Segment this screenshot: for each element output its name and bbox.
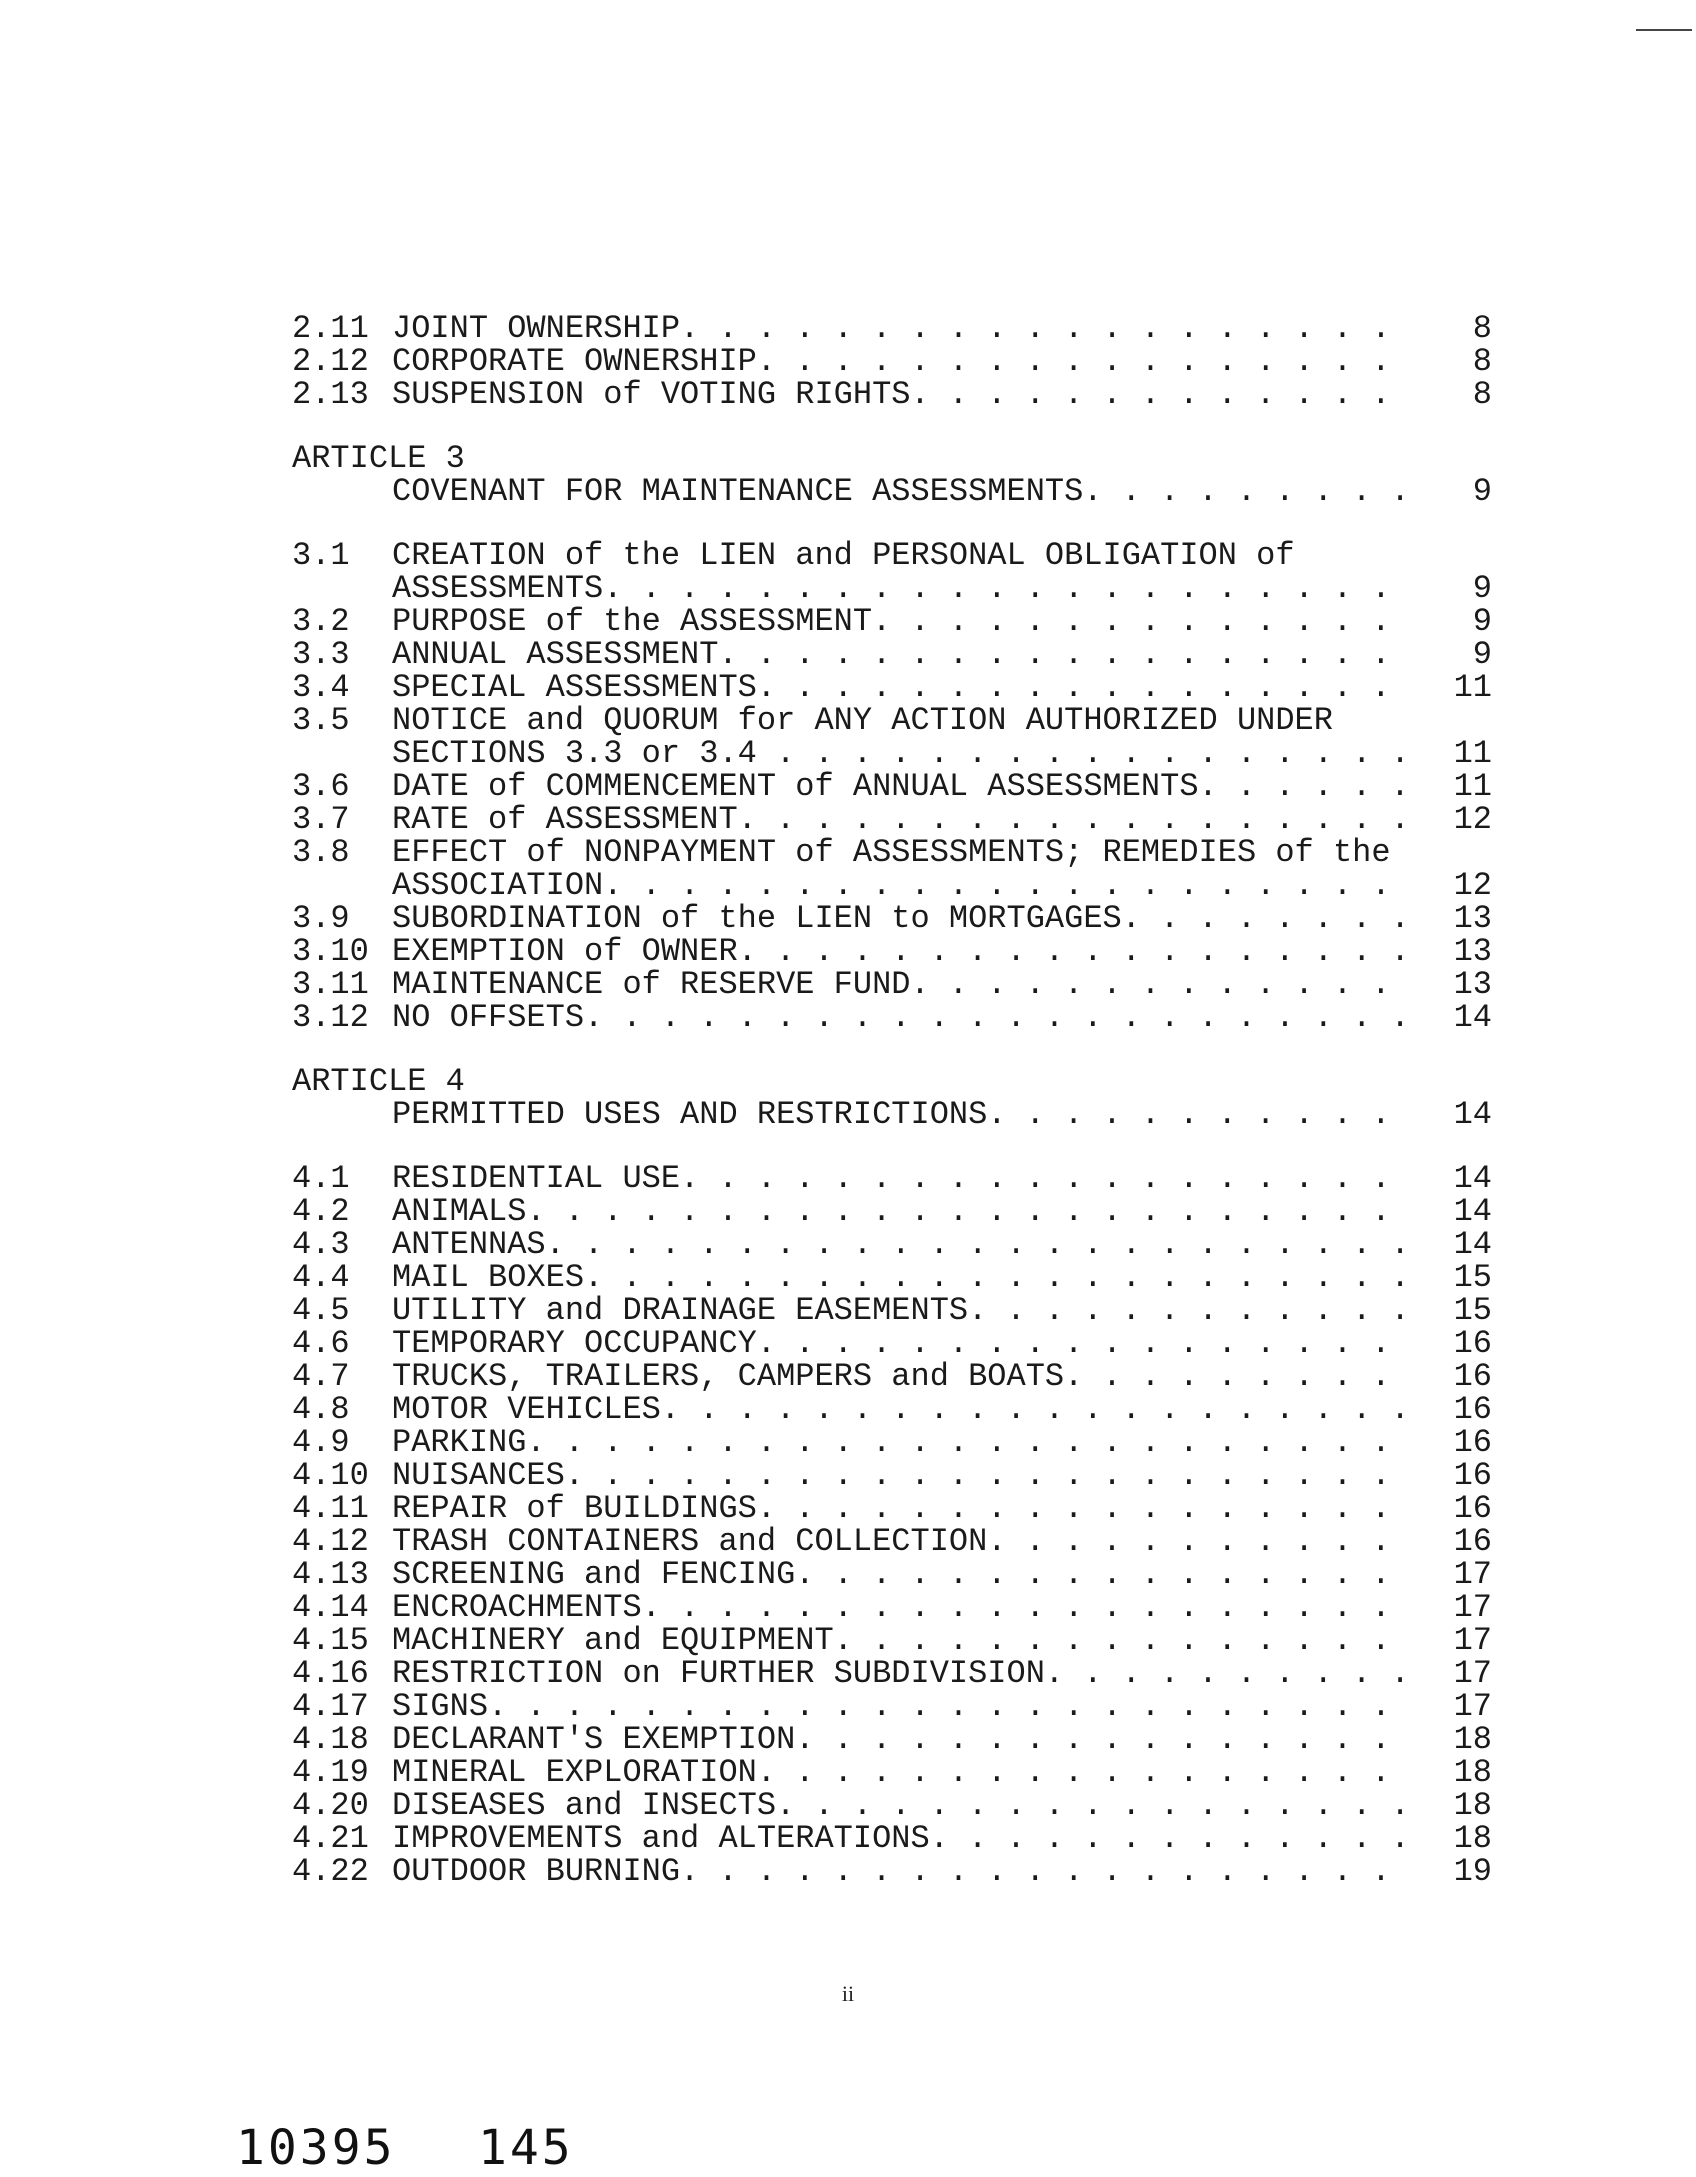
article-heading-row <box>292 475 1492 508</box>
dot-leader: . . . . . . . . . . . . . . . . . <box>756 1327 1391 1360</box>
section-number: 4.1 <box>292 1160 350 1197</box>
toc-entry <box>292 704 1492 737</box>
toc-entry <box>292 1001 1492 1034</box>
section-number: 2.12 <box>292 343 369 380</box>
page-reference: 14 <box>1453 1096 1492 1133</box>
toc-entry <box>292 539 1492 572</box>
page-reference: 16 <box>1453 1457 1492 1494</box>
dot-leader: . . . . . . . . . . . . . . . . . <box>756 671 1391 704</box>
section-title: ANNUAL ASSESSMENT <box>392 636 719 673</box>
section-title: NO OFFSETS <box>392 999 585 1036</box>
dot-leader: . . . . . . <box>1198 770 1410 803</box>
toc-entry <box>292 1690 1492 1723</box>
section-title: UTILITY and DRAINAGE EASEMENTS <box>392 1292 969 1329</box>
section-title: ASSESSMENTS <box>392 570 604 607</box>
dot-leader: . . . . . . . . . . . . . . . . . . . . <box>660 1393 1410 1426</box>
section-title: TEMPORARY OCCUPANCY <box>392 1325 757 1362</box>
section-title: JOINT OWNERSHIP <box>392 310 681 347</box>
page-reference: 17 <box>1453 1556 1492 1593</box>
article-heading-row <box>292 1098 1492 1131</box>
page-reference: 12 <box>1453 801 1492 838</box>
section-number: 2.13 <box>292 376 369 413</box>
toc-entry <box>292 1492 1492 1525</box>
page-reference: 16 <box>1453 1490 1492 1527</box>
section-title: ANTENNAS <box>392 1226 546 1263</box>
toc-entry <box>292 836 1492 869</box>
page-reference: 18 <box>1453 1721 1492 1758</box>
dot-leader: . . . . . . . . . . . . . . . . . . <box>718 638 1391 671</box>
dot-leader: . . . . . . . . . . . . . . . . . <box>756 1756 1391 1789</box>
article-label: ARTICLE 3 <box>292 440 465 477</box>
toc-entry <box>292 935 1492 968</box>
section-number: 4.10 <box>292 1457 369 1494</box>
toc-entry <box>292 345 1492 378</box>
toc-entry <box>292 1426 1492 1459</box>
article-title: PERMITTED USES AND RESTRICTIONS <box>392 1096 988 1133</box>
dot-leader: . . . . . . . . . . . . . . . . . . . . . . . <box>526 1426 1391 1459</box>
toc-entry <box>292 1459 1492 1492</box>
toc-entry <box>292 638 1492 671</box>
page-reference: 9 <box>1472 603 1492 640</box>
section-number: 4.16 <box>292 1655 369 1692</box>
toc-entry <box>292 1591 1492 1624</box>
page-reference: 11 <box>1453 768 1492 805</box>
toc-entry <box>292 312 1492 345</box>
page-reference: 19 <box>1453 1853 1492 1890</box>
page-reference: 16 <box>1453 1424 1492 1461</box>
dot-leader: . . . . . . . . . . . . . . . . . . . . . . . <box>545 1228 1410 1261</box>
toc-entry <box>292 1195 1492 1228</box>
page-reference: 17 <box>1453 1622 1492 1659</box>
toc-entry <box>292 572 1492 605</box>
page-reference: 15 <box>1453 1292 1492 1329</box>
section-title: TRASH CONTAINERS and COLLECTION <box>392 1523 988 1560</box>
dot-leader: . . . . . . . . . . . . . . <box>872 605 1391 638</box>
section-number: 3.6 <box>292 768 350 805</box>
section-title: NUISANCES <box>392 1457 565 1494</box>
section-number: 4.12 <box>292 1523 369 1560</box>
dot-leader: . . . . . . . . . . . . . . . . . <box>756 1492 1391 1525</box>
dot-leader: . . . . . . . . . . . . . . . . . . <box>737 803 1410 836</box>
section-number: 4.7 <box>292 1358 350 1395</box>
dot-leader: . . . . . . . . . . . . . . . . . . <box>737 935 1410 968</box>
page-reference: 18 <box>1453 1754 1492 1791</box>
section-number: 3.4 <box>292 669 350 706</box>
page-reference: 8 <box>1472 376 1492 413</box>
dot-leader: . . . . . . . . . <box>1064 1360 1391 1393</box>
toc-entry <box>292 1294 1492 1327</box>
page-reference: 13 <box>1453 966 1492 1003</box>
section-title: ASSOCIATION <box>392 867 604 904</box>
toc-entry <box>292 1228 1492 1261</box>
section-title: REPAIR of BUILDINGS <box>392 1490 757 1527</box>
recording-book-number: 10395 <box>236 2120 396 2176</box>
section-title: DECLARANT'S EXEMPTION <box>392 1721 796 1758</box>
page-number: ii <box>841 1981 855 2006</box>
page-reference: 17 <box>1453 1589 1492 1626</box>
dot-leader: . . . . . . . . . . . . <box>968 1294 1410 1327</box>
section-number: 4.19 <box>292 1754 369 1791</box>
toc-entry <box>292 605 1492 638</box>
page-reference: 18 <box>1453 1820 1492 1857</box>
toc-entry <box>292 770 1492 803</box>
page-reference: 9 <box>1472 636 1492 673</box>
page-reference: 14 <box>1453 1160 1492 1197</box>
section-title: SCREENING and FENCING <box>392 1556 796 1593</box>
page-reference: 8 <box>1472 310 1492 347</box>
section-number: 4.14 <box>292 1589 369 1626</box>
section-title: SECTIONS 3.3 or 3.4 <box>392 735 757 772</box>
page-reference: 9 <box>1472 473 1492 510</box>
toc-entry <box>292 1558 1492 1591</box>
toc-entry <box>292 1261 1492 1294</box>
section-title: PARKING <box>392 1424 527 1461</box>
article-label-row <box>292 1065 1492 1098</box>
section-number: 4.15 <box>292 1622 369 1659</box>
toc-entry <box>292 869 1492 902</box>
dot-leader: . . . . . . . . . . . . . . . <box>833 1624 1391 1657</box>
toc-entry <box>292 1327 1492 1360</box>
dot-leader: . . . . . . . . . . . . . . . . . . . . . . <box>584 1261 1410 1294</box>
toc-entry <box>292 1756 1492 1789</box>
section-spacer <box>292 411 1492 442</box>
dot-leader: . . . . . . . . . . . . . . . . . <box>756 345 1391 378</box>
section-number: 3.2 <box>292 603 350 640</box>
section-number: 4.2 <box>292 1193 350 1230</box>
toc-entry <box>292 1624 1492 1657</box>
section-title: DATE of COMMENCEMENT of ANNUAL ASSESSMENTS <box>392 768 1199 805</box>
page-reference: 16 <box>1453 1523 1492 1560</box>
section-title: SUSPENSION of VOTING RIGHTS <box>392 376 911 413</box>
toc-entry <box>292 1393 1492 1426</box>
page-reference: 14 <box>1453 999 1492 1036</box>
section-number: 4.22 <box>292 1853 369 1890</box>
section-number: 4.8 <box>292 1391 350 1428</box>
dot-leader: . . . . . . . . . . . . . . . . . . . . . . . <box>526 1195 1391 1228</box>
section-number: 4.5 <box>292 1292 350 1329</box>
page-reference: 14 <box>1453 1193 1492 1230</box>
dot-leader: . . . . . . . . . . . . . . . . . . . . . <box>603 869 1391 902</box>
section-number: 3.7 <box>292 801 350 838</box>
section-number: 3.12 <box>292 999 369 1036</box>
toc-entry <box>292 737 1492 770</box>
page-reference: 13 <box>1453 933 1492 970</box>
toc-entry <box>292 803 1492 836</box>
section-title: MOTOR VEHICLES <box>392 1391 661 1428</box>
page-reference: 14 <box>1453 1226 1492 1263</box>
section-title: CREATION of the LIEN and PERSONAL OBLIGATION of <box>392 537 1295 574</box>
section-title: IMPROVEMENTS and ALTERATIONS <box>392 1820 930 1857</box>
dot-leader: . . . . . . . . . . . . . . . . . . . <box>680 1162 1391 1195</box>
section-number: 3.8 <box>292 834 350 871</box>
section-spacer <box>292 1034 1492 1065</box>
dot-leader: . . . . . . . . . . . . . <box>910 968 1391 1001</box>
section-number: 3.1 <box>292 537 350 574</box>
section-title: SIGNS <box>392 1688 489 1725</box>
toc-entry <box>292 1657 1492 1690</box>
dot-leader: . . . . . . . . . . . . . . . . . . . . . . . . <box>488 1690 1391 1723</box>
section-title: SUBORDINATION of the LIEN to MORTGAGES <box>392 900 1122 937</box>
section-number: 4.4 <box>292 1259 350 1296</box>
dot-leader: . . . . . . . . <box>1121 902 1410 935</box>
section-number: 4.6 <box>292 1325 350 1362</box>
section-number: 4.11 <box>292 1490 369 1527</box>
dot-leader: . . . . . . . . . . . <box>987 1098 1391 1131</box>
dot-leader: . . . . . . . . . . . . . . . . . . . <box>680 312 1391 345</box>
section-number: 3.9 <box>292 900 350 937</box>
section-number: 3.3 <box>292 636 350 673</box>
section-title: ENCROACHMENTS <box>392 1589 642 1626</box>
section-number: 3.10 <box>292 933 369 970</box>
section-title: RATE of ASSESSMENT <box>392 801 738 838</box>
section-title: EFFECT of NONPAYMENT of ASSESSMENTS; REMEDIES of the <box>392 834 1391 871</box>
section-title: MINERAL EXPLORATION <box>392 1754 757 1791</box>
article-spacer <box>292 1131 1492 1162</box>
dot-leader: . . . . . . . . . . . . . . . . . . . . <box>641 1591 1391 1624</box>
section-title: RESIDENTIAL USE <box>392 1160 681 1197</box>
page-reference: 15 <box>1453 1259 1492 1296</box>
page-reference: 8 <box>1472 343 1492 380</box>
section-number: 4.13 <box>292 1556 369 1593</box>
section-title: MAINTENANCE of RESERVE FUND <box>392 966 911 1003</box>
page-reference: 11 <box>1453 735 1492 772</box>
section-title: MACHINERY and EQUIPMENT <box>392 1622 834 1659</box>
section-number: 3.5 <box>292 702 350 739</box>
section-number: 4.18 <box>292 1721 369 1758</box>
dot-leader: . . . . . . . . . . . . . <box>910 378 1391 411</box>
section-title: ANIMALS <box>392 1193 527 1230</box>
section-number: 3.11 <box>292 966 369 1003</box>
section-number: 4.21 <box>292 1820 369 1857</box>
dot-leader: . . . . . . . . . . . . . . . . . . . . . . <box>584 1001 1410 1034</box>
section-title: SPECIAL ASSESSMENTS <box>392 669 757 706</box>
dot-leader: . . . . . . . . . . . . . . . . . <box>776 1789 1410 1822</box>
section-title: MAIL BOXES <box>392 1259 585 1296</box>
toc-entry <box>292 671 1492 704</box>
table-of-contents <box>292 312 1492 1888</box>
article-spacer <box>292 508 1492 539</box>
page-reference: 16 <box>1453 1391 1492 1428</box>
page-reference: 11 <box>1453 669 1492 706</box>
section-title: DISEASES and INSECTS <box>392 1787 777 1824</box>
section-number: 4.20 <box>292 1787 369 1824</box>
dot-leader: . . . . . . . . . <box>1083 475 1410 508</box>
page-reference: 12 <box>1453 867 1492 904</box>
page-reference: 16 <box>1453 1325 1492 1362</box>
toc-entry <box>292 1789 1492 1822</box>
article-label: ARTICLE 4 <box>292 1063 465 1100</box>
section-title: CORPORATE OWNERSHIP <box>392 343 757 380</box>
dot-leader: . . . . . . . . . . <box>1044 1657 1410 1690</box>
dot-leader: . . . . . . . . . . . . . . . . . <box>776 737 1410 770</box>
corner-scan-mark <box>1636 29 1692 31</box>
dot-leader: . . . . . . . . . . . . . . . . . . . . . <box>603 572 1391 605</box>
section-title: PURPOSE of the ASSESSMENT <box>392 603 873 640</box>
page-reference: 9 <box>1472 570 1492 607</box>
dot-leader: . . . . . . . . . . . . . <box>929 1822 1410 1855</box>
section-number: 4.17 <box>292 1688 369 1725</box>
toc-entry <box>292 902 1492 935</box>
page-reference: 17 <box>1453 1655 1492 1692</box>
article-title: COVENANT FOR MAINTENANCE ASSESSMENTS <box>392 473 1084 510</box>
article-label-row <box>292 442 1492 475</box>
toc-entry <box>292 1855 1492 1888</box>
toc-entry <box>292 1162 1492 1195</box>
toc-entry <box>292 378 1492 411</box>
section-title: OUTDOOR BURNING <box>392 1853 681 1890</box>
page-reference: 16 <box>1453 1358 1492 1395</box>
page-reference: 17 <box>1453 1688 1492 1725</box>
toc-entry <box>292 968 1492 1001</box>
dot-leader: . . . . . . . . . . . <box>987 1525 1391 1558</box>
toc-entry <box>292 1525 1492 1558</box>
toc-entry <box>292 1723 1492 1756</box>
section-number: 2.11 <box>292 310 369 347</box>
toc-entry <box>292 1360 1492 1393</box>
dot-leader: . . . . . . . . . . . . . . . . . . . <box>680 1855 1391 1888</box>
section-title: RESTRICTION on FURTHER SUBDIVISION <box>392 1655 1045 1692</box>
section-title: TRUCKS, TRAILERS, CAMPERS and BOATS <box>392 1358 1065 1395</box>
dot-leader: . . . . . . . . . . . . . . . . <box>795 1558 1391 1591</box>
dot-leader: . . . . . . . . . . . . . . . . <box>795 1723 1391 1756</box>
section-title: NOTICE and QUORUM for ANY ACTION AUTHORIZED UNDER <box>392 702 1333 739</box>
dot-leader: . . . . . . . . . . . . . . . . . . . . . . <box>564 1459 1391 1492</box>
section-title: EXEMPTION of OWNER <box>392 933 738 970</box>
page-reference: 13 <box>1453 900 1492 937</box>
toc-entry <box>292 1822 1492 1855</box>
recording-page-number: 145 <box>478 2120 574 2176</box>
section-number: 4.9 <box>292 1424 350 1461</box>
section-number: 4.3 <box>292 1226 350 1263</box>
page-reference: 18 <box>1453 1787 1492 1824</box>
